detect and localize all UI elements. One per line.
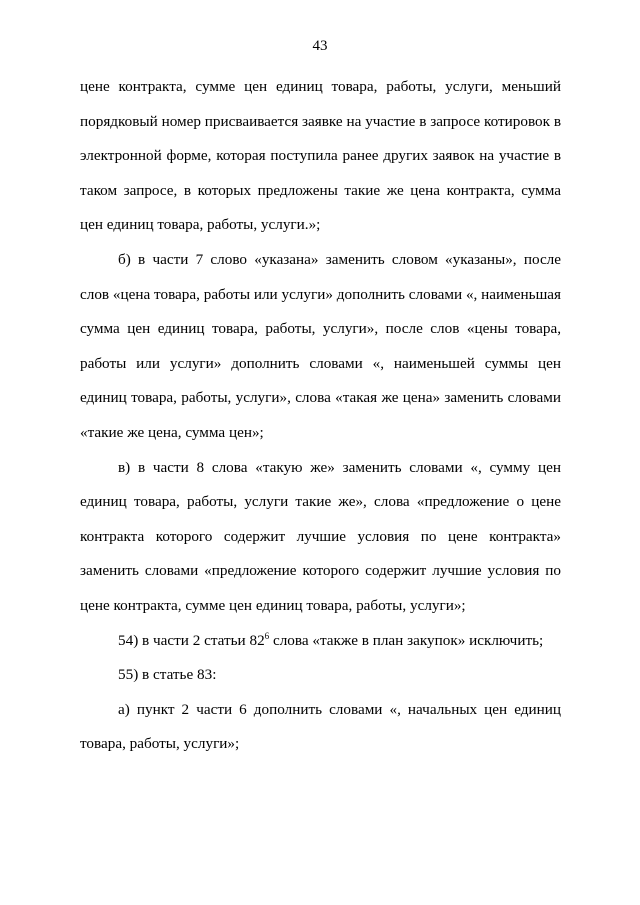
paragraph-item-a: а) пункт 2 части 6 дополнить словами «, начальных цен единиц товара, работы, услуги»; — [80, 700, 561, 753]
paragraph-continuation: цене контракта, сумме цен единиц товара, работы, услуги, меньший порядковый номер присваивается заявке на участие в запросе котировок в электронной форме, которая поступила ранее других заявок на участие в таком запросе, в которых предложены такие же цена контракта, сумма цен единиц товара, работы, услуги.»; — [80, 78, 561, 234]
article-superscript: 6 — [264, 630, 270, 641]
item-54-text-before: 54) в части 2 статьи 82 — [118, 631, 265, 649]
document-body — [80, 70, 561, 762]
paragraph-item-v: в) в части 8 слова «такую же» заменить словами «, сумму цен единиц товара, работы, услуги такие же», слова «предложение о цене контракта которого содержит лучшие условия по цене контракта» заменить словами «предложение которого содержит лучшие условия по цене контракта, сумме цен единиц товара, работы, услуги»; — [80, 458, 561, 614]
paragraph-item-54 — [80, 624, 561, 659]
paragraph-item-b: б) в части 7 слово «указана» заменить словом «указаны», после слов «цена товара, работы или услуги» дополнить словами «, наименьшая сумма цен единиц товара, работы, услуги», после слов «цены товара, работы или услуги» дополнить словами «, наименьшей суммы цен единиц товара, работы, услуги», слова «такая же цена» заменить словами «такие же цена, сумма цен»; — [80, 250, 561, 441]
page-number: 43 — [312, 38, 328, 54]
paragraph-item-55: 55) в статье 83: — [118, 666, 217, 684]
item-54-text-after: слова «также в план закупок» исключить; — [269, 631, 544, 649]
